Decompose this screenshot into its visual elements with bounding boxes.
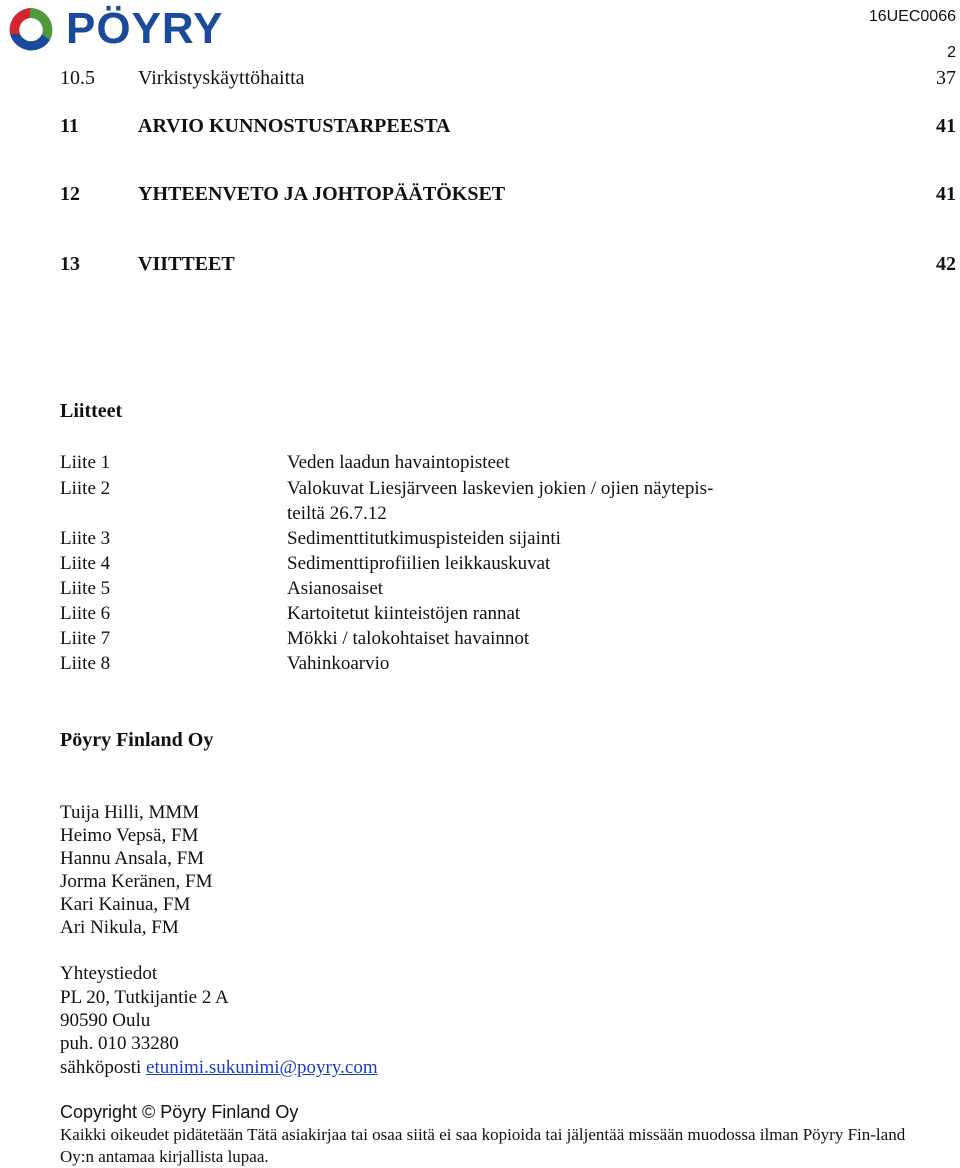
email-label: sähköposti <box>60 1057 147 1078</box>
appendix-label: Liite 8 <box>60 653 111 674</box>
toc-page: 41 <box>936 183 956 205</box>
page-number: 2 <box>947 44 956 61</box>
toc-row[interactable] <box>60 252 956 276</box>
company-logo <box>4 4 244 54</box>
appendix-title: Mökki / talokohtaiset havainnot <box>287 628 530 649</box>
appendix-title: Valokuvat Liesjärveen laskevien jokien / ojien näytepis- <box>287 478 714 499</box>
toc-number: 13 <box>60 253 80 275</box>
appendix-title: Sedimenttitutkimuspisteiden sijainti <box>287 528 561 549</box>
toc-row[interactable] <box>60 114 956 138</box>
appendix-title: Sedimenttiprofiilien leikkauskuvat <box>287 553 551 574</box>
appendix-label: Liite 5 <box>60 578 111 599</box>
copyright-notice: Copyright © Pöyry Finland Oy <box>60 1102 299 1122</box>
author-line: Kari Kainua, FM <box>60 894 191 915</box>
appendix-label: Liite 6 <box>60 603 111 624</box>
toc-title: Virkistyskäyttöhaitta <box>138 67 305 89</box>
toc-number: 10.5 <box>60 67 95 89</box>
toc-page: 37 <box>936 67 956 89</box>
appendix-label: Liite 1 <box>60 452 111 473</box>
toc-page: 42 <box>936 253 956 275</box>
appendix-label: Liite 3 <box>60 528 111 549</box>
poyry-logo-icon <box>4 4 60 54</box>
appendix-title-continued: teiltä 26.7.12 <box>287 503 387 524</box>
toc-number: 12 <box>60 183 80 205</box>
toc-page: 41 <box>936 115 956 137</box>
contact-city: 90590 Oulu <box>60 1010 151 1031</box>
rights-notice: Kaikki oikeudet pidätetään Tätä asiakirjaa tai osaa siitä ei saa kopioida tai jäljentää missään muodossa ilman Pöyry Fin-land Oy:n antamaa kirjallista lupaa. <box>60 1125 906 1166</box>
toc-title: VIITTEET <box>138 253 235 275</box>
author-line: Jorma Keränen, FM <box>60 871 213 892</box>
logo-wordmark: PÖYRY <box>66 4 224 53</box>
document-code: 16UEC0066 <box>868 8 956 25</box>
appendix-label: Liite 4 <box>60 553 111 574</box>
author-line: Ari Nikula, FM <box>60 917 179 938</box>
toc-row[interactable] <box>60 182 956 206</box>
toc-title: ARVIO KUNNOSTUSTARPEESTA <box>138 115 451 137</box>
toc-title: YHTEENVETO JA JOHTOPÄÄTÖKSET <box>138 183 506 205</box>
contact-email-line <box>60 1057 378 1079</box>
company-name: Pöyry Finland Oy <box>60 729 214 751</box>
appendices-heading: Liitteet <box>60 400 123 422</box>
contact-address: PL 20, Tutkijantie 2 A <box>60 987 229 1008</box>
toc-row[interactable] <box>60 66 956 90</box>
appendix-title: Vahinkoarvio <box>287 653 390 674</box>
email-link[interactable]: etunimi.sukunimi@poyry.com <box>146 1057 378 1078</box>
author-line: Heimo Vepsä, FM <box>60 825 199 846</box>
appendix-label: Liite 2 <box>60 478 111 499</box>
contact-heading: Yhteystiedot <box>60 963 158 984</box>
appendix-label: Liite 7 <box>60 628 111 649</box>
appendix-title: Kartoitetut kiinteistöjen rannat <box>287 603 521 624</box>
appendix-title: Veden laadun havaintopisteet <box>287 452 510 473</box>
contact-phone: puh. 010 33280 <box>60 1033 179 1054</box>
author-line: Hannu Ansala, FM <box>60 848 205 869</box>
appendix-title: Asianosaiset <box>287 578 384 599</box>
toc-number: 11 <box>60 115 79 137</box>
author-line: Tuija Hilli, MMM <box>60 802 200 823</box>
